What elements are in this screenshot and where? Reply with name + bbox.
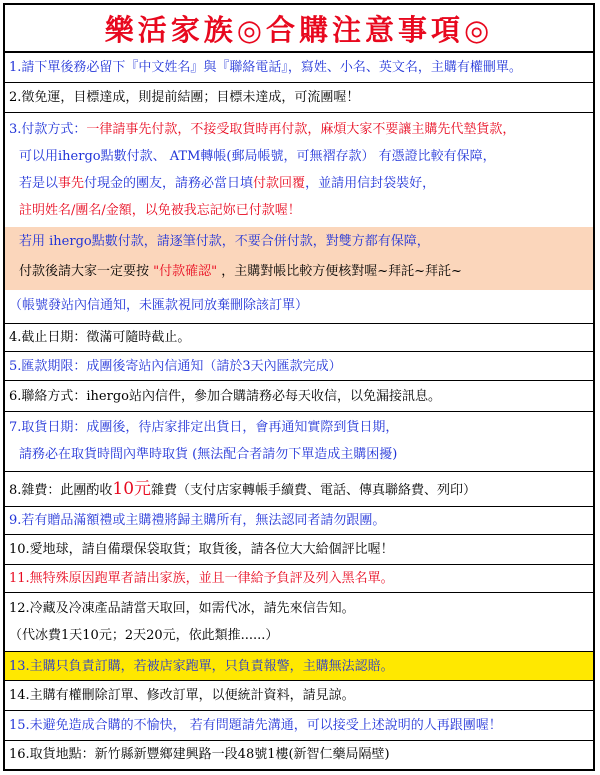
- item-8-c: 雜費（支付店家轉帳手續費、電話、傳真聯絡費、列印）: [151, 483, 477, 498]
- item-3-methods: 可以用ihergo點數付款、 ATM轉帳(郵局帳號，可無褶存款）: [19, 149, 379, 164]
- notice-item-10: [5, 535, 593, 565]
- notice-item-12: [5, 593, 593, 652]
- item-3-cash-e: ，並請用信封袋裝好，: [305, 176, 436, 191]
- notice-item-3: [5, 113, 593, 324]
- notice-item-9: [5, 507, 593, 535]
- notice-item-15: [5, 711, 593, 741]
- item-1-text: 1.請下單後務必留下『中文姓名』與『聯絡電話』，寫姓、小名、英文名，主購有權刪單。: [9, 60, 522, 75]
- notice-item-8: [5, 472, 593, 507]
- item-6-text: 6.聯絡方式：ihergo站內信件，參加合購請務必每天收信，以免漏接訊息。: [9, 389, 441, 404]
- item-3-confirm-b: "付款確認": [153, 264, 218, 279]
- item-3-line-4: 註明姓名/團名/金額，以免被我忘記妳已付款喔！: [19, 203, 301, 218]
- item-3-line-5: 若用 ihergo點數付款，請逐筆付款，不要合併付款，對雙方都有保障，: [19, 234, 430, 249]
- notice-item-7: [5, 412, 593, 472]
- item-7-line-1: 7.取貨日期：成團後，待店家排定出貨日，會再通知實際到貨日期，: [9, 420, 399, 435]
- item-3-line-6: [5, 257, 593, 286]
- item-2-text: 2.徵免運，目標達成，則提前結團；目標未達成，可流團喔！: [9, 90, 360, 105]
- item-12-line-2: （代冰費1天10元；2天20元，依此類推......）: [9, 628, 279, 643]
- item-3-cash-b: 事先: [58, 176, 85, 191]
- item-9-text: 9.若有贈品滿額禮或主購禮將歸主購所有，無法認同者請勿跟團。: [9, 513, 386, 528]
- item-5-text: 5.匯款期限：成團後寄站內信通知（請於3天內匯款完成）: [9, 359, 342, 374]
- item-3-line-1: [5, 116, 593, 143]
- notice-item-2: [5, 83, 593, 113]
- item-3-prepay-text: 一律請事先付款，不接受取貨時再付款，麻煩大家不要讓主購先代墊貨款，: [86, 122, 516, 137]
- item-8-a: 8.雜費：此團酌收: [9, 483, 113, 498]
- item-10-text: 10.愛地球，請自備環保袋取貨；取貨後，請各位大大給個評比喔！: [9, 542, 394, 557]
- item-8-fee: 10元: [112, 479, 152, 499]
- item-3-heading: 3.付款方式：: [9, 122, 87, 137]
- item-3-confirm-c: ，主購對帳比較方便核對喔~拜託~拜託~: [217, 264, 462, 279]
- item-3-cash-d: 付款回覆: [253, 176, 306, 191]
- item-3-line-7: （帳號發站內信通知，未匯款視同放棄刪除該訂單）: [9, 298, 309, 313]
- item-3-confirm-a: 付款後請大家一定要按: [19, 264, 154, 279]
- notice-item-11: [5, 565, 593, 593]
- item-11-text: 11.無特殊原因跑單者請出家族，並且一律給予負評及列入黑名單。: [9, 571, 394, 586]
- notice-item-14: [5, 681, 593, 711]
- item-3-line-3: [5, 170, 593, 197]
- notice-item-6: [5, 381, 593, 412]
- page-title: 樂活家族◎合購注意事項◎: [5, 5, 593, 53]
- item-13-text: 13.主購只負責訂購，若被店家跑單，只負責報警，主購無法認賠。: [9, 659, 394, 674]
- item-3-cash-a: 若是以: [19, 176, 59, 191]
- item-3-highlight-box: [5, 227, 593, 290]
- item-15-text: 15.未避免造成合購的不愉快， 若有問題請先溝通，可以接受上述說明的人再跟團喔！: [9, 718, 502, 733]
- notice-item-5: [5, 352, 593, 381]
- item-7-line-2: 請務必在取貨時間內準時取貨 (無法配合者請勿下單造成主購困擾): [19, 447, 398, 462]
- item-16-text: 16.取貨地點：新竹縣新豐鄉建興路一段48號1樓(新智仁藥局隔壁): [9, 747, 390, 762]
- item-4-text: 4.截止日期：徵滿可隨時截止。: [9, 330, 191, 345]
- notice-item-16: [5, 741, 593, 769]
- item-8-text: [5, 472, 593, 507]
- item-3-line-2: [5, 143, 593, 170]
- item-14-text: 14.主購有權刪除訂單、修改訂單，以便統計資料，請見諒。: [9, 688, 355, 703]
- notice-item-13: [5, 652, 593, 681]
- notice-item-1: [5, 53, 593, 83]
- notice-item-4: [5, 324, 593, 352]
- item-12-line-1: 12.冷藏及冷凍產品請當天取回，如需代冰，請先來信告知。: [9, 601, 355, 616]
- item-3-cash-c: 付現金的團友，請務必當日填: [84, 176, 254, 191]
- item-3-proof: 有憑證比較有保障，: [378, 149, 496, 164]
